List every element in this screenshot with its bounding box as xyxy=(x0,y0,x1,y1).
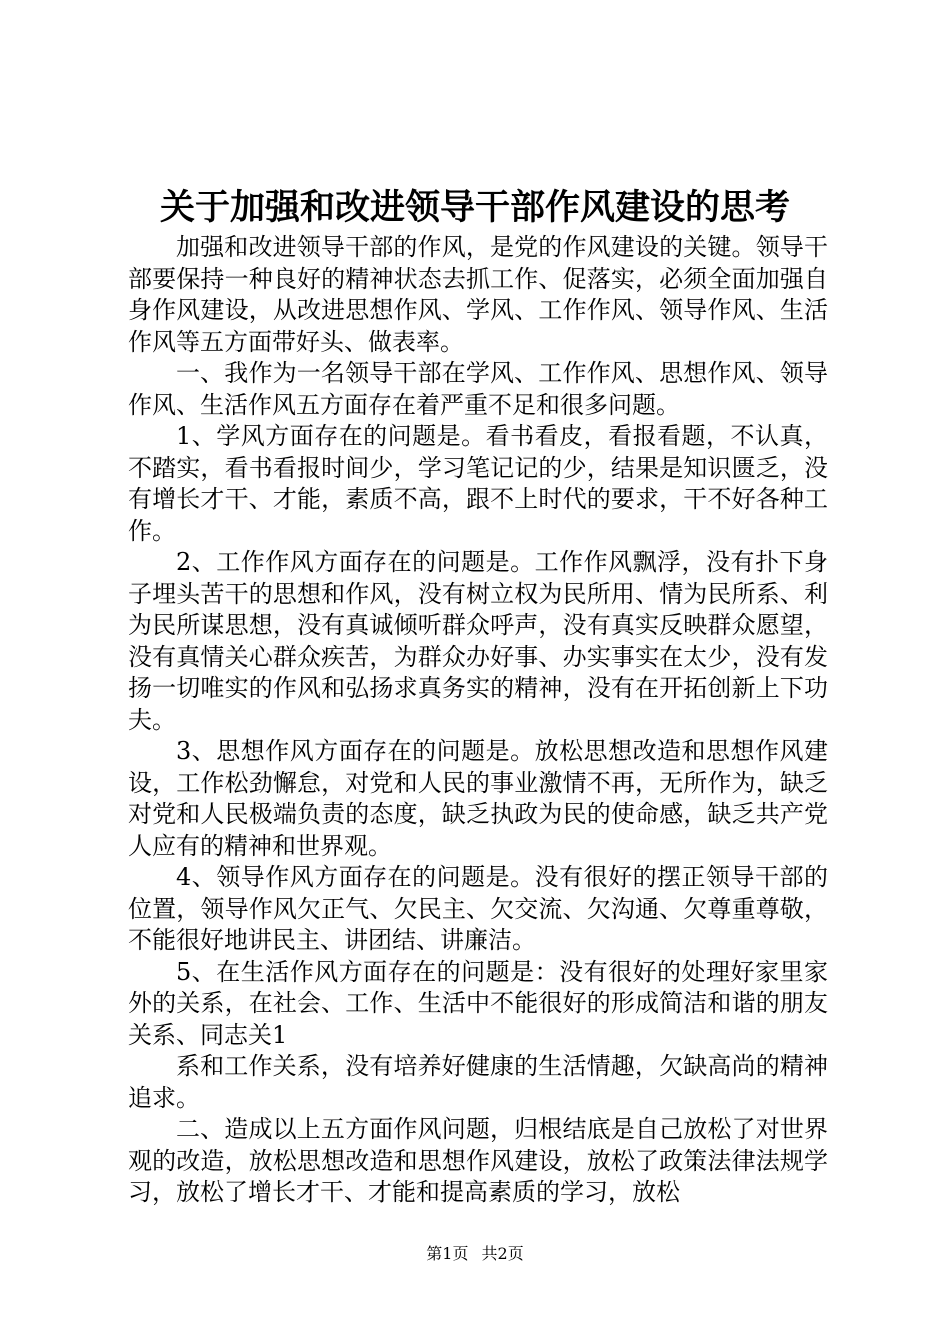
paragraph-item-5: 5、在生活作风方面存在的问题是：没有很好的处理好家里家外的关系，在社会、工作、生活中不能很好的形成简洁和谐的朋友关系、同志关1 xyxy=(128,957,828,1049)
paragraph-item-1: 1、学风方面存在的问题是。看书看皮，看报看题，不认真，不踏实，看书看报时间少，学习笔记记的少，结果是知识匮乏，没有增长才干、才能，素质不高，跟不上时代的要求，干不好各种工作。 xyxy=(128,422,828,545)
paragraph-intro: 加强和改进领导干部的作风，是党的作风建设的关键。领导干部要保持一种良好的精神状态去抓工作、促落实，必须全面加强自身作风建设，从改进思想作风、学风、工作作风、领导作风、生活作风等五方面带好头、做表率。 xyxy=(128,233,828,356)
paragraph-section-one: 一、我作为一名领导干部在学风、工作作风、思想作风、领导作风、生活作风五方面存在着严重不足和很多问题。 xyxy=(128,359,828,419)
paragraph-item-5-continued: 系和工作关系，没有培养好健康的生活情趣，欠缺高尚的精神追求。 xyxy=(128,1052,828,1112)
paragraph-item-3: 3、思想作风方面存在的问题是。放松思想改造和思想作风建设，工作松劲懈怠，对党和人民的事业激情不再，无所作为，缺乏对党和人民极端负责的态度，缺乏执政为民的使命感，缺乏共产党人应有的精神和世界观。 xyxy=(128,737,828,860)
page-number: 第1页 xyxy=(426,1244,469,1263)
document-title: 关于加强和改进领导干部作风建设的思考 xyxy=(159,187,790,228)
document-body xyxy=(128,232,828,1209)
paragraph-item-4: 4、领导作风方面存在的问题是。没有很好的摆正领导干部的位置，领导作风欠正气、欠民主、欠交流、欠沟通、欠尊重尊敬，不能很好地讲民主、讲团结、讲廉洁。 xyxy=(128,863,828,954)
page-total: 共2页 xyxy=(481,1244,524,1263)
page-footer xyxy=(0,1243,950,1265)
paragraph-section-two: 二、造成以上五方面作风问题，归根结底是自己放松了对世界观的改造，放松思想改造和思想作风建设，放松了政策法律法规学习，放松了增长才干、才能和提高素质的学习，放松 xyxy=(128,1115,828,1206)
paragraph-item-2: 2、工作作风方面存在的问题是。工作作风飘浮，没有扑下身子埋头苦干的思想和作风，没有树立权为民所用、情为民所系、利为民所谋思想，没有真诚倾听群众呼声，没有真实反映群众愿望，没有真情关心群众疾苦，为群众办好事、办实事实在太少，没有发扬一切唯实的作风和弘扬求真务实的精神，没有在开拓创新上下功夫。 xyxy=(128,548,828,734)
